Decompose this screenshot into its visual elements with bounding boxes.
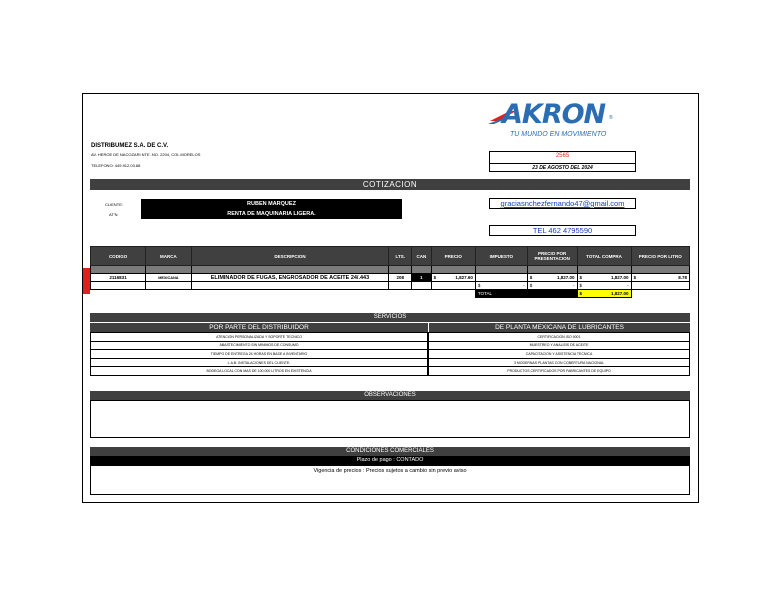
col-precio-litro: PRECIO POR LITRO <box>631 247 689 266</box>
attn-label: AT'N <box>109 212 118 217</box>
conditions-box <box>90 465 690 495</box>
tel-box <box>489 225 636 236</box>
table-header-row <box>91 247 690 266</box>
col-descripcion: DESCRIPCION <box>191 247 389 266</box>
client-box <box>141 199 402 219</box>
client-email-link[interactable]: graciasnchezfernando47@gmail.com <box>500 199 625 208</box>
payment-terms: Plazo de pago : CONTADO <box>90 456 690 465</box>
list-item: ABASTECIMIENTO SIN MINIMOS DE CONSUMO <box>91 341 428 350</box>
list-item: CAPACITACION Y ASISTENCIA TECNICA <box>429 350 690 359</box>
services-distributor-header: POR PARTE DEL DISTRIBUIDOR <box>90 322 428 332</box>
col-precio: PRECIO <box>431 247 475 266</box>
logo-tagline: TU MUNDO EN MOVIMIENTO <box>510 131 607 138</box>
observations-box <box>90 400 690 438</box>
quote-date: 23 DE AGOSTO DEL 2024 <box>490 163 635 171</box>
company-phone: TELEFONO: 449.912.03.88 <box>91 163 141 168</box>
cell-impuesto <box>475 274 527 282</box>
row-marker <box>83 268 90 294</box>
list-item: BODEGA LOCAL CON MAS DE 100,000 LITROS EN EXISTENCIA <box>91 367 428 376</box>
cell-codigo: 2116831 <box>91 274 146 282</box>
cell-subtotal-presentacion: $ - <box>527 282 577 290</box>
price-validity: Vigencia de precios : Precios sujetos a cambio sin previo aviso <box>313 468 467 474</box>
company-name: DISTRIBUMEZ S.A. DE C.V. <box>91 143 169 149</box>
page-title: COTIZACION <box>90 179 690 190</box>
conditions-title: CONDICIONES COMERCIALES <box>90 447 690 456</box>
cell-marca: MEXICANA <box>146 274 191 282</box>
client-label: CLIENTE: <box>105 202 124 207</box>
col-total-compra: TOTAL COMPRA <box>577 247 631 266</box>
list-item: PRODUCTOS CERTIFICADOS POR FABRICANTES DE EQUIPO <box>429 367 690 376</box>
services-plant-list <box>428 332 690 376</box>
services-plant-header: DE PLANTA MEXICANA DE LUBRICANTES <box>428 322 690 332</box>
quote-info-box <box>489 151 636 172</box>
cell-precio-litro: $ 8.78 <box>631 274 689 282</box>
list-item: ATENCION PERSONALIZADA Y SOPORTE TECNICO <box>91 333 428 342</box>
quote-number: 2565 <box>555 153 570 159</box>
list-item: MUESTREO Y ANALISIS DE ACEITE <box>429 341 690 350</box>
services-distributor-list <box>90 332 428 376</box>
cell-subtotal-impuesto: $ - <box>475 282 527 290</box>
cell-can: 1 <box>412 274 431 282</box>
col-codigo: CODIGO <box>91 247 146 266</box>
services-title: SERVICIOS <box>90 313 690 322</box>
table-row <box>91 274 690 282</box>
company-address: AV. HEROE DE NACOZARI NTE. NO. 2204, COL MORELOS <box>91 152 201 157</box>
list-item: TIEMPO DE ENTREGA 24 HORAS EN BASE A INVENTARIO <box>91 350 428 359</box>
akron-logo <box>488 99 628 139</box>
cell-precio: $ 1,827.60 <box>431 274 475 282</box>
logo-wordmark: AKRON <box>502 99 606 130</box>
col-impuesto: IMPUESTO <box>475 247 527 266</box>
observations-title: OBSERVACIONES <box>90 391 690 400</box>
col-lts: LTS. <box>389 247 412 266</box>
table-spacer-row <box>91 266 690 274</box>
cell-presentacion: $ 1,827.00 <box>527 274 577 282</box>
col-can: CAN <box>412 247 431 266</box>
cell-subtotal-total: $ - <box>577 282 631 290</box>
cell-lts: 208 <box>389 274 412 282</box>
client-tel: TEL 462 4795590 <box>532 226 593 235</box>
registered-mark: ® <box>609 115 613 121</box>
quote-document <box>82 93 699 503</box>
total-row <box>91 290 690 298</box>
email-box <box>489 198 636 209</box>
list-item: CERTIFICACION ISO 9001 <box>429 333 690 342</box>
table-row <box>91 282 690 290</box>
items-table <box>90 246 690 298</box>
col-presentacion: PRECIO POR PRESENTACION <box>527 247 577 266</box>
cell-total-compra: $ 1,827.00 <box>577 274 631 282</box>
cell-descripcion: ELIMINADOR DE FUGAS, ENGROSADOR DE ACEITE 24/.443 <box>191 274 389 282</box>
list-item: 3 MODERNAS PLANTAS CON COBERTURA NACIONAL <box>429 358 690 367</box>
client-name: RUBEN MARQUEZ <box>247 201 296 207</box>
col-marca: MARCA <box>146 247 191 266</box>
total-label: TOTAL <box>475 290 527 298</box>
total-value: $ 1,827.00 <box>577 290 631 298</box>
client-attn: RENTA DE MAQUINARIA LIGERA. <box>227 211 316 217</box>
list-item: L.A.B. INSTALACIONES DEL CLIENTE. <box>91 358 428 367</box>
